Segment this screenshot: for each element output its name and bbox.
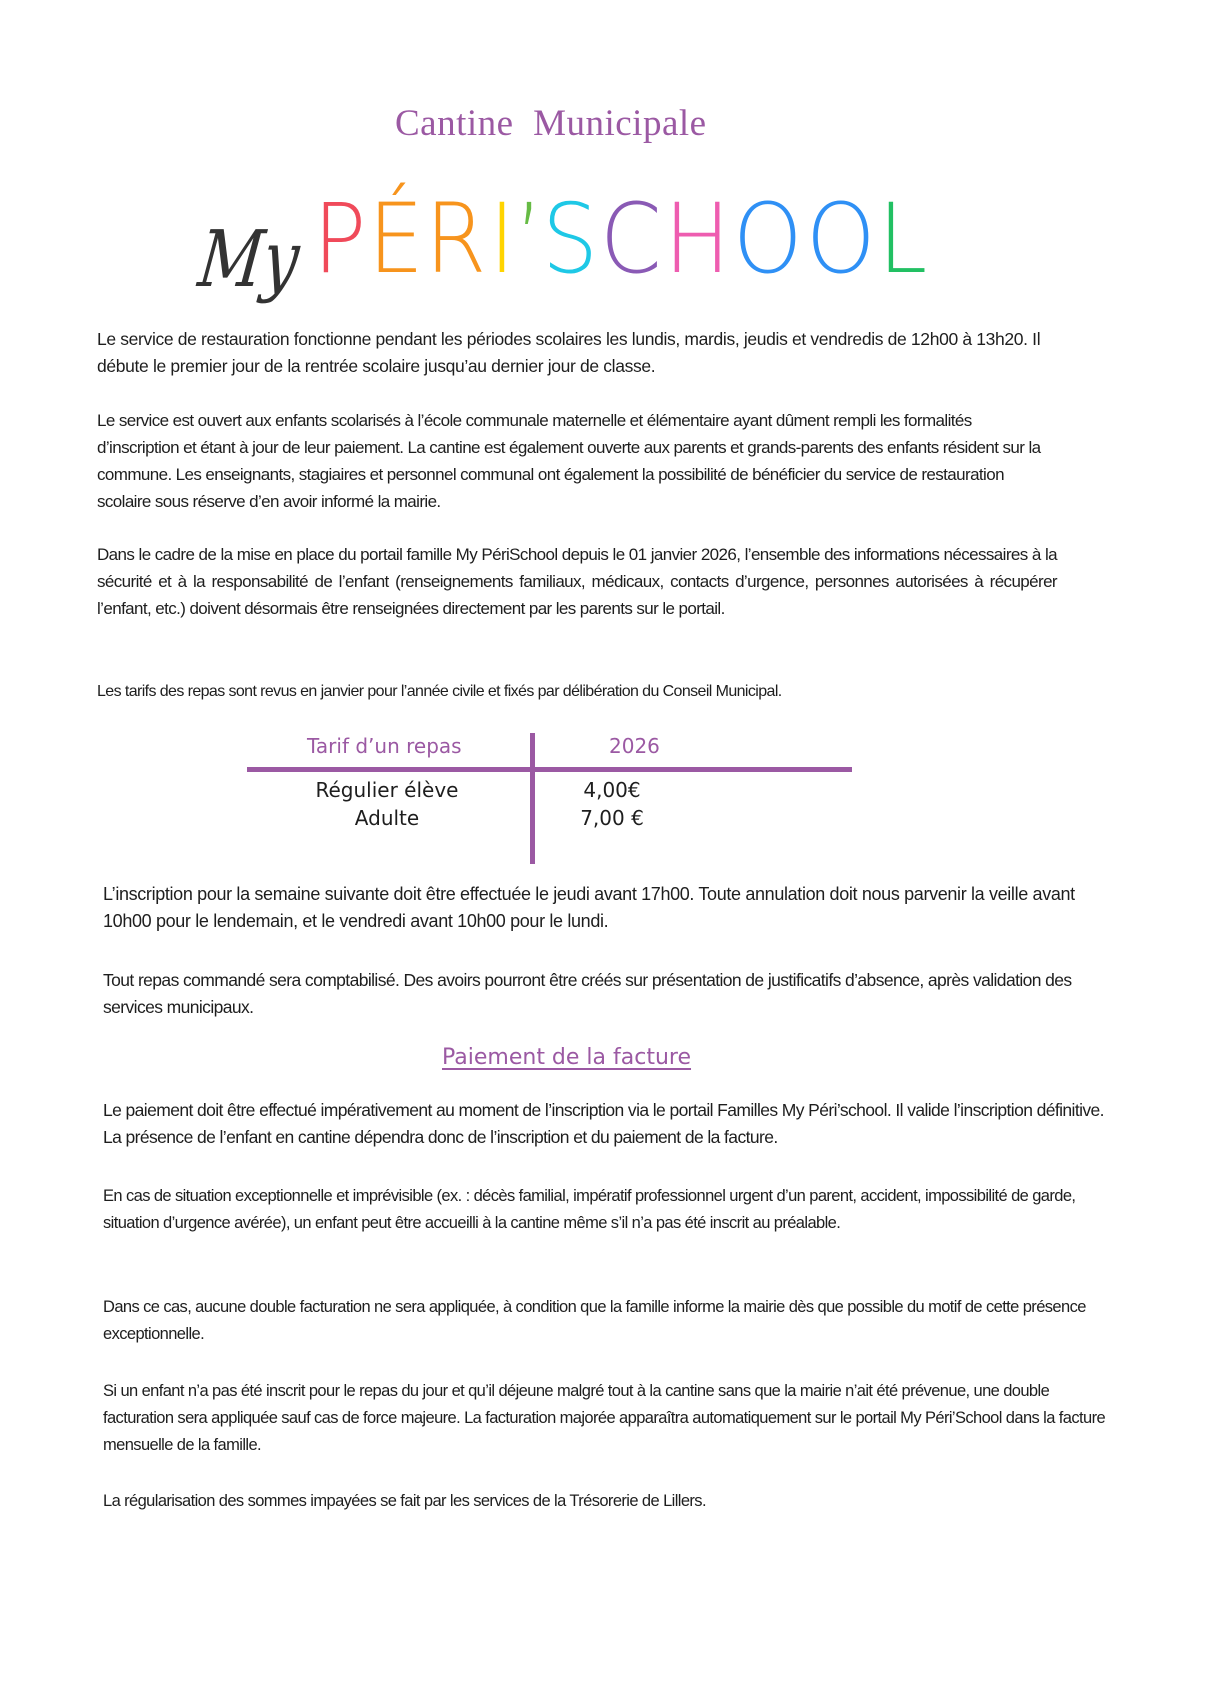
logo-letter: P bbox=[312, 183, 368, 295]
tarif-header-label: Tarif d’un repas bbox=[307, 734, 462, 758]
tarif-row-price: 4,00€ bbox=[583, 778, 641, 802]
paragraph-eligibility: Le service est ouvert aux enfants scolarisés à l’école communale maternelle et élémentaire ayant dûment rempli les formalités d’inscription et étant à jour de leur paiement. La cantine est également ouverte aux parents et grands-parents des enfants résident sur la commune. Les enseignants, stagiaires et personnel communal ont également la possibilité de bénéficier du service de restauration scolaire sous réserve d’en avoir informé la mairie. bbox=[97, 411, 1041, 511]
logo-letter: H bbox=[663, 183, 732, 295]
paragraph-payment: Le paiement doit être effectué impérativement au moment de l’inscription via le portail Familles My Péri’school. Il valide l’inscription définitive. La présence de l’enfant en cantine dépendra donc de l’inscription et du paiement de la facture. bbox=[103, 1100, 1104, 1147]
logo-letter: O bbox=[805, 183, 877, 295]
logo-letter: C bbox=[599, 183, 663, 295]
tarif-row-label: Régulier élève bbox=[315, 778, 459, 802]
section-heading-payment: Paiement de la facture bbox=[442, 1045, 692, 1070]
page-subtitle: Cantine Municipale bbox=[395, 103, 707, 144]
logo-letter: ’ bbox=[514, 183, 544, 295]
logo-letter: L bbox=[878, 183, 929, 295]
paragraph-exceptional: En cas de situation exceptionnelle et imprévisible (ex. : décès familial, impératif professionnel urgent d’un parent, accident, impossibilité de garde, situation d’urgence avérée), un enfant peut être accueilli à la cantine même s’il n’a pas été inscrit au préalable. bbox=[103, 1187, 1076, 1232]
logo-letter: I bbox=[489, 183, 517, 295]
paragraph-meal-accounting: Tout repas commandé sera comptabilisé. Des avoirs pourront être créés sur présentation de justificatifs d’absence, après validation des services municipaux. bbox=[103, 970, 1072, 1017]
logo-letter: É bbox=[367, 183, 425, 295]
tarif-header-year: 2026 bbox=[609, 734, 660, 758]
logo-my-script: My bbox=[194, 215, 304, 305]
logo-letter: R bbox=[425, 183, 488, 295]
tarif-table bbox=[247, 730, 852, 866]
paragraph-unpaid-regularisation: La régularisation des sommes impayées se fait par les services de la Trésorerie de Lillers. bbox=[103, 1492, 706, 1510]
my-perischool-logo bbox=[194, 162, 929, 305]
paragraph-double-billing: Si un enfant n’a pas été inscrit pour le repas du jour et qu’il déjeune malgré tout à la cantine sans que la mairie n’ait été prévenue, une double facturation sera appliquée sauf cas de force majeure. La facturation majorée apparaîtra automatiquement sur le portail My Péri’School dans la facture mensuelle de la famille. bbox=[103, 1382, 1106, 1454]
paragraph-portal: Dans le cadre de la mise en place du portail famille My PériSchool depuis le 01 janvier 2026, l’ensemble des informations nécessaires à la sécurité et à la responsabilité de l’enfant (renseignements familiaux, médicaux, contacts d’urgence, personnes autorisées à récupérer l’enfant, etc.) doivent désormais être renseignées directement par les parents sur le portail. bbox=[97, 545, 1057, 618]
table-header-rule bbox=[247, 767, 852, 772]
paragraph-no-double-billing: Dans ce cas, aucune double facturation ne sera appliquée, à condition que la famille informe la mairie dès que possible du motif de cette présence exceptionnelle. bbox=[103, 1298, 1086, 1343]
table-column-rule bbox=[530, 733, 535, 864]
logo-letter: O bbox=[733, 183, 804, 295]
logo-letter: S bbox=[542, 183, 599, 295]
tarif-row-label: Adulte bbox=[354, 806, 420, 830]
paragraph-service-hours: Le service de restauration fonctionne pendant les périodes scolaires les lundis, mardis, jeudis et vendredis de 12h00 à 13h20. Il débute le premier jour de la rentrée scolaire jusqu’au dernier jour de classe. bbox=[97, 329, 1041, 376]
logo-wordmark bbox=[312, 183, 929, 295]
tarif-row-price: 7,00 € bbox=[580, 806, 644, 830]
paragraph-tarifs-intro: Les tarifs des repas sont revus en janvier pour l’année civile et fixés par délibération du Conseil Municipal. bbox=[97, 683, 782, 700]
paragraph-inscription-deadline: L’inscription pour la semaine suivante doit être effectuée le jeudi avant 17h00. Toute annulation doit nous parvenir la veille avant 10h00 pour le lendemain, et le vendredi avant 10h00 pour le lundi. bbox=[103, 884, 1075, 931]
